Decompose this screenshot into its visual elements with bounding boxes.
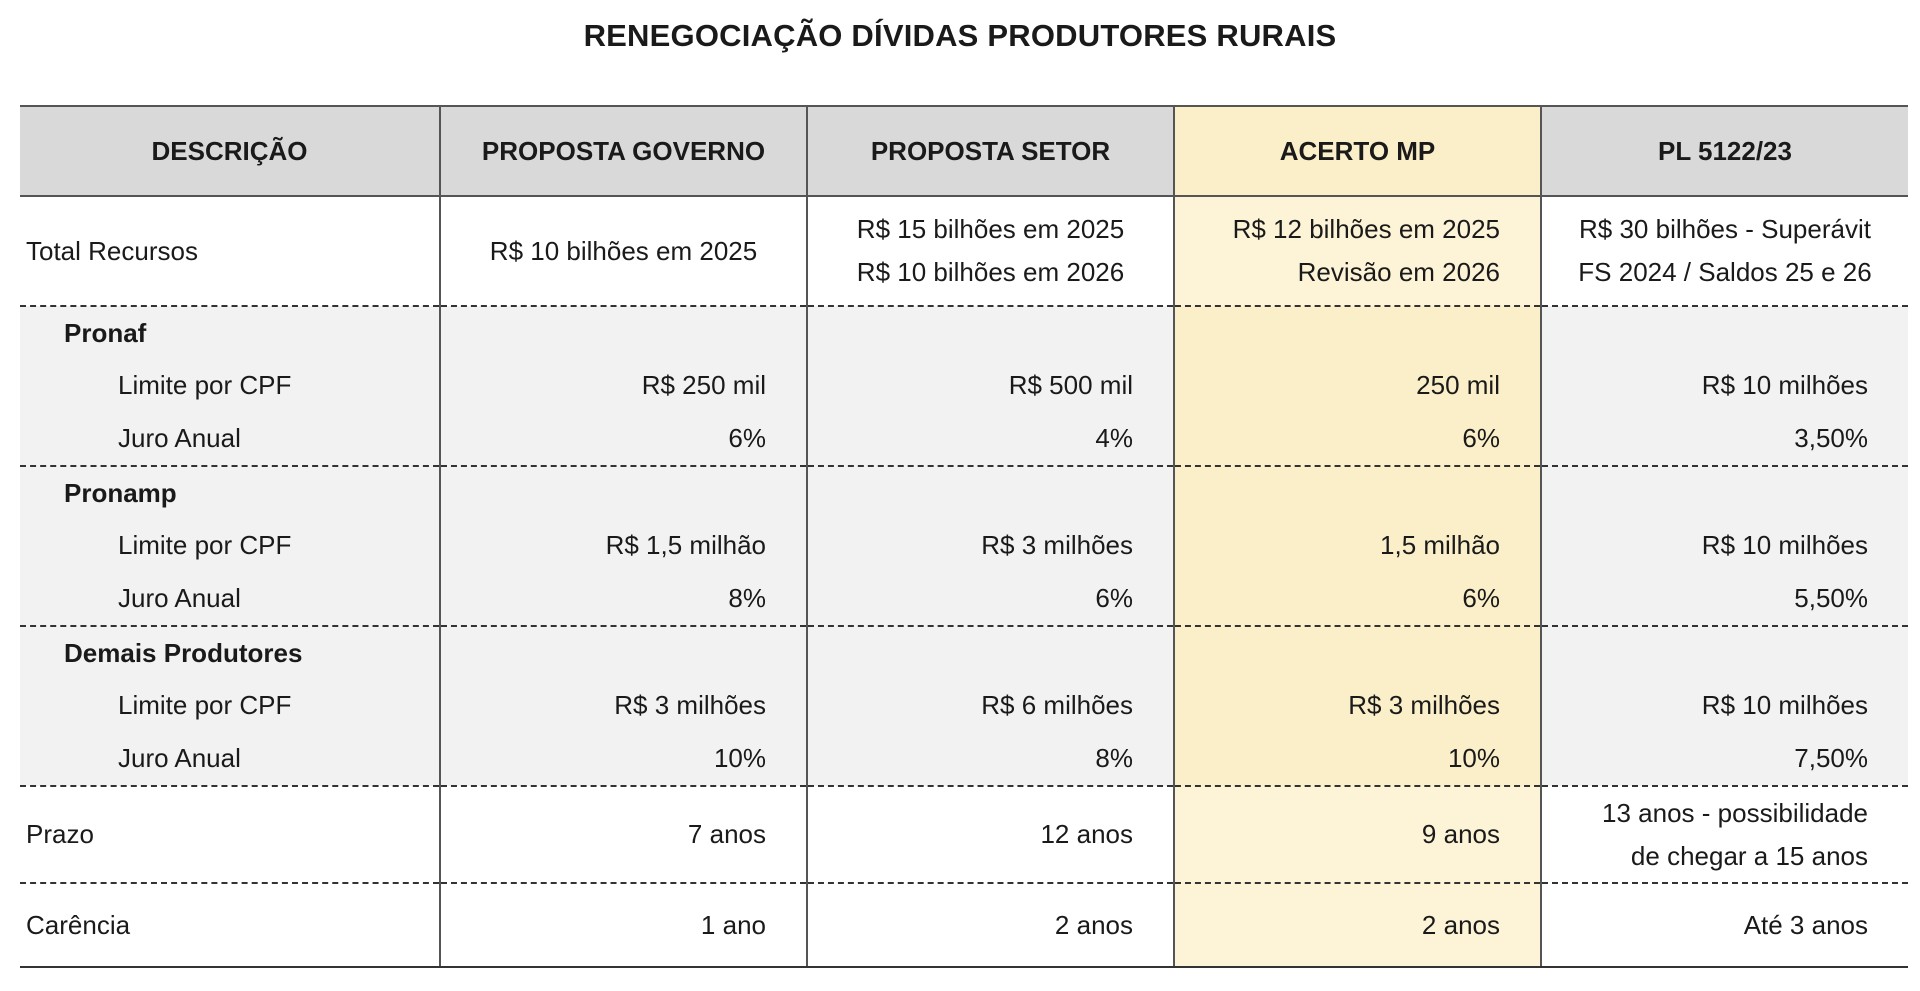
cell-governo: 1 ano [440,883,807,967]
cell-acerto: 250 mil [1174,359,1541,412]
row-label: Limite por CPF [20,359,440,412]
cell-acerto: 2 anos [1174,883,1541,967]
cell-line: 13 anos - possibilidade [1602,797,1868,828]
row-label: Prazo [20,786,440,883]
cell-pl [1541,786,1908,883]
cell-setor: 4% [807,412,1174,466]
group-label: Demais Produtores [20,626,440,679]
cell-acerto [1174,196,1541,306]
cell-acerto: R$ 3 milhões [1174,679,1541,732]
cell-acerto: 9 anos [1174,786,1541,883]
row-label: Limite por CPF [20,519,440,572]
cell-line: FS 2024 / Saldos 25 e 26 [1578,257,1872,287]
group-label: Pronaf [20,306,440,359]
group-label: Pronamp [20,466,440,519]
page-title: RENEGOCIAÇÃO DÍVIDAS PRODUTORES RURAIS [583,18,1337,53]
cell-governo: 7 anos [440,786,807,883]
row-pronamp-limite [20,519,1908,572]
cell-acerto: 10% [1174,732,1541,786]
comparison-table [20,105,1908,968]
row-label: Juro Anual [20,412,440,466]
cell-governo: R$ 3 milhões [440,679,807,732]
cell-governo: R$ 1,5 milhão [440,519,807,572]
cell-pl: Até 3 anos [1541,883,1908,967]
cell-setor [807,196,1174,306]
cell-pl: 3,50% [1541,412,1908,466]
header-row [20,106,1908,196]
row-label: Limite por CPF [20,679,440,732]
group-row-demais-produtores [20,626,1908,679]
cell-governo: R$ 250 mil [440,359,807,412]
cell-setor: 2 anos [807,883,1174,967]
cell-governo: 6% [440,412,807,466]
cell-line: R$ 12 bilhões em 2025 [1232,214,1500,244]
row-pronaf-limite [20,359,1908,412]
cell-acerto: 6% [1174,412,1541,466]
cell-setor: 8% [807,732,1174,786]
cell-acerto: 1,5 milhão [1174,519,1541,572]
cell-setor: 6% [807,572,1174,626]
cell-governo: 8% [440,572,807,626]
cell-governo: R$ 10 bilhões em 2025 [440,196,807,306]
cell-pl [1541,196,1908,306]
header-proposta-setor: PROPOSTA SETOR [807,106,1174,196]
cell-setor: R$ 3 milhões [807,519,1174,572]
header-proposta-governo: PROPOSTA GOVERNO [440,106,807,196]
header-pl: PL 5122/23 [1541,106,1908,196]
cell-pl: 5,50% [1541,572,1908,626]
cell-line: de chegar a 15 anos [1630,840,1868,871]
row-demais-juro [20,732,1908,786]
cell-line: R$ 10 bilhões em 2026 [856,257,1125,287]
cell-line: R$ 15 bilhões em 2025 [856,214,1125,244]
cell-governo: 10% [440,732,807,786]
row-total-recursos [20,196,1908,306]
header-descricao: DESCRIÇÃO [20,106,440,196]
group-row-pronamp [20,466,1908,519]
cell-pl: R$ 10 milhões [1541,679,1908,732]
cell-acerto: 6% [1174,572,1541,626]
row-pronamp-juro [20,572,1908,626]
row-label: Juro Anual [20,572,440,626]
row-prazo [20,786,1908,883]
row-label: Total Recursos [26,235,198,266]
cell-pl: 7,50% [1541,732,1908,786]
cell-setor: 12 anos [807,786,1174,883]
row-demais-limite [20,679,1908,732]
cell-line: R$ 30 bilhões - Superávit [1579,214,1871,244]
row-pronaf-juro [20,412,1908,466]
cell-pl: R$ 10 milhões [1541,359,1908,412]
row-carencia [20,883,1908,967]
cell-pl: R$ 10 milhões [1541,519,1908,572]
cell-line: Revisão em 2026 [1297,257,1500,287]
group-row-pronaf [20,306,1908,359]
cell-setor: R$ 6 milhões [807,679,1174,732]
row-label: Juro Anual [20,732,440,786]
row-label: Carência [20,883,440,967]
header-acerto-mp: ACERTO MP [1174,106,1541,196]
cell-setor: R$ 500 mil [807,359,1174,412]
